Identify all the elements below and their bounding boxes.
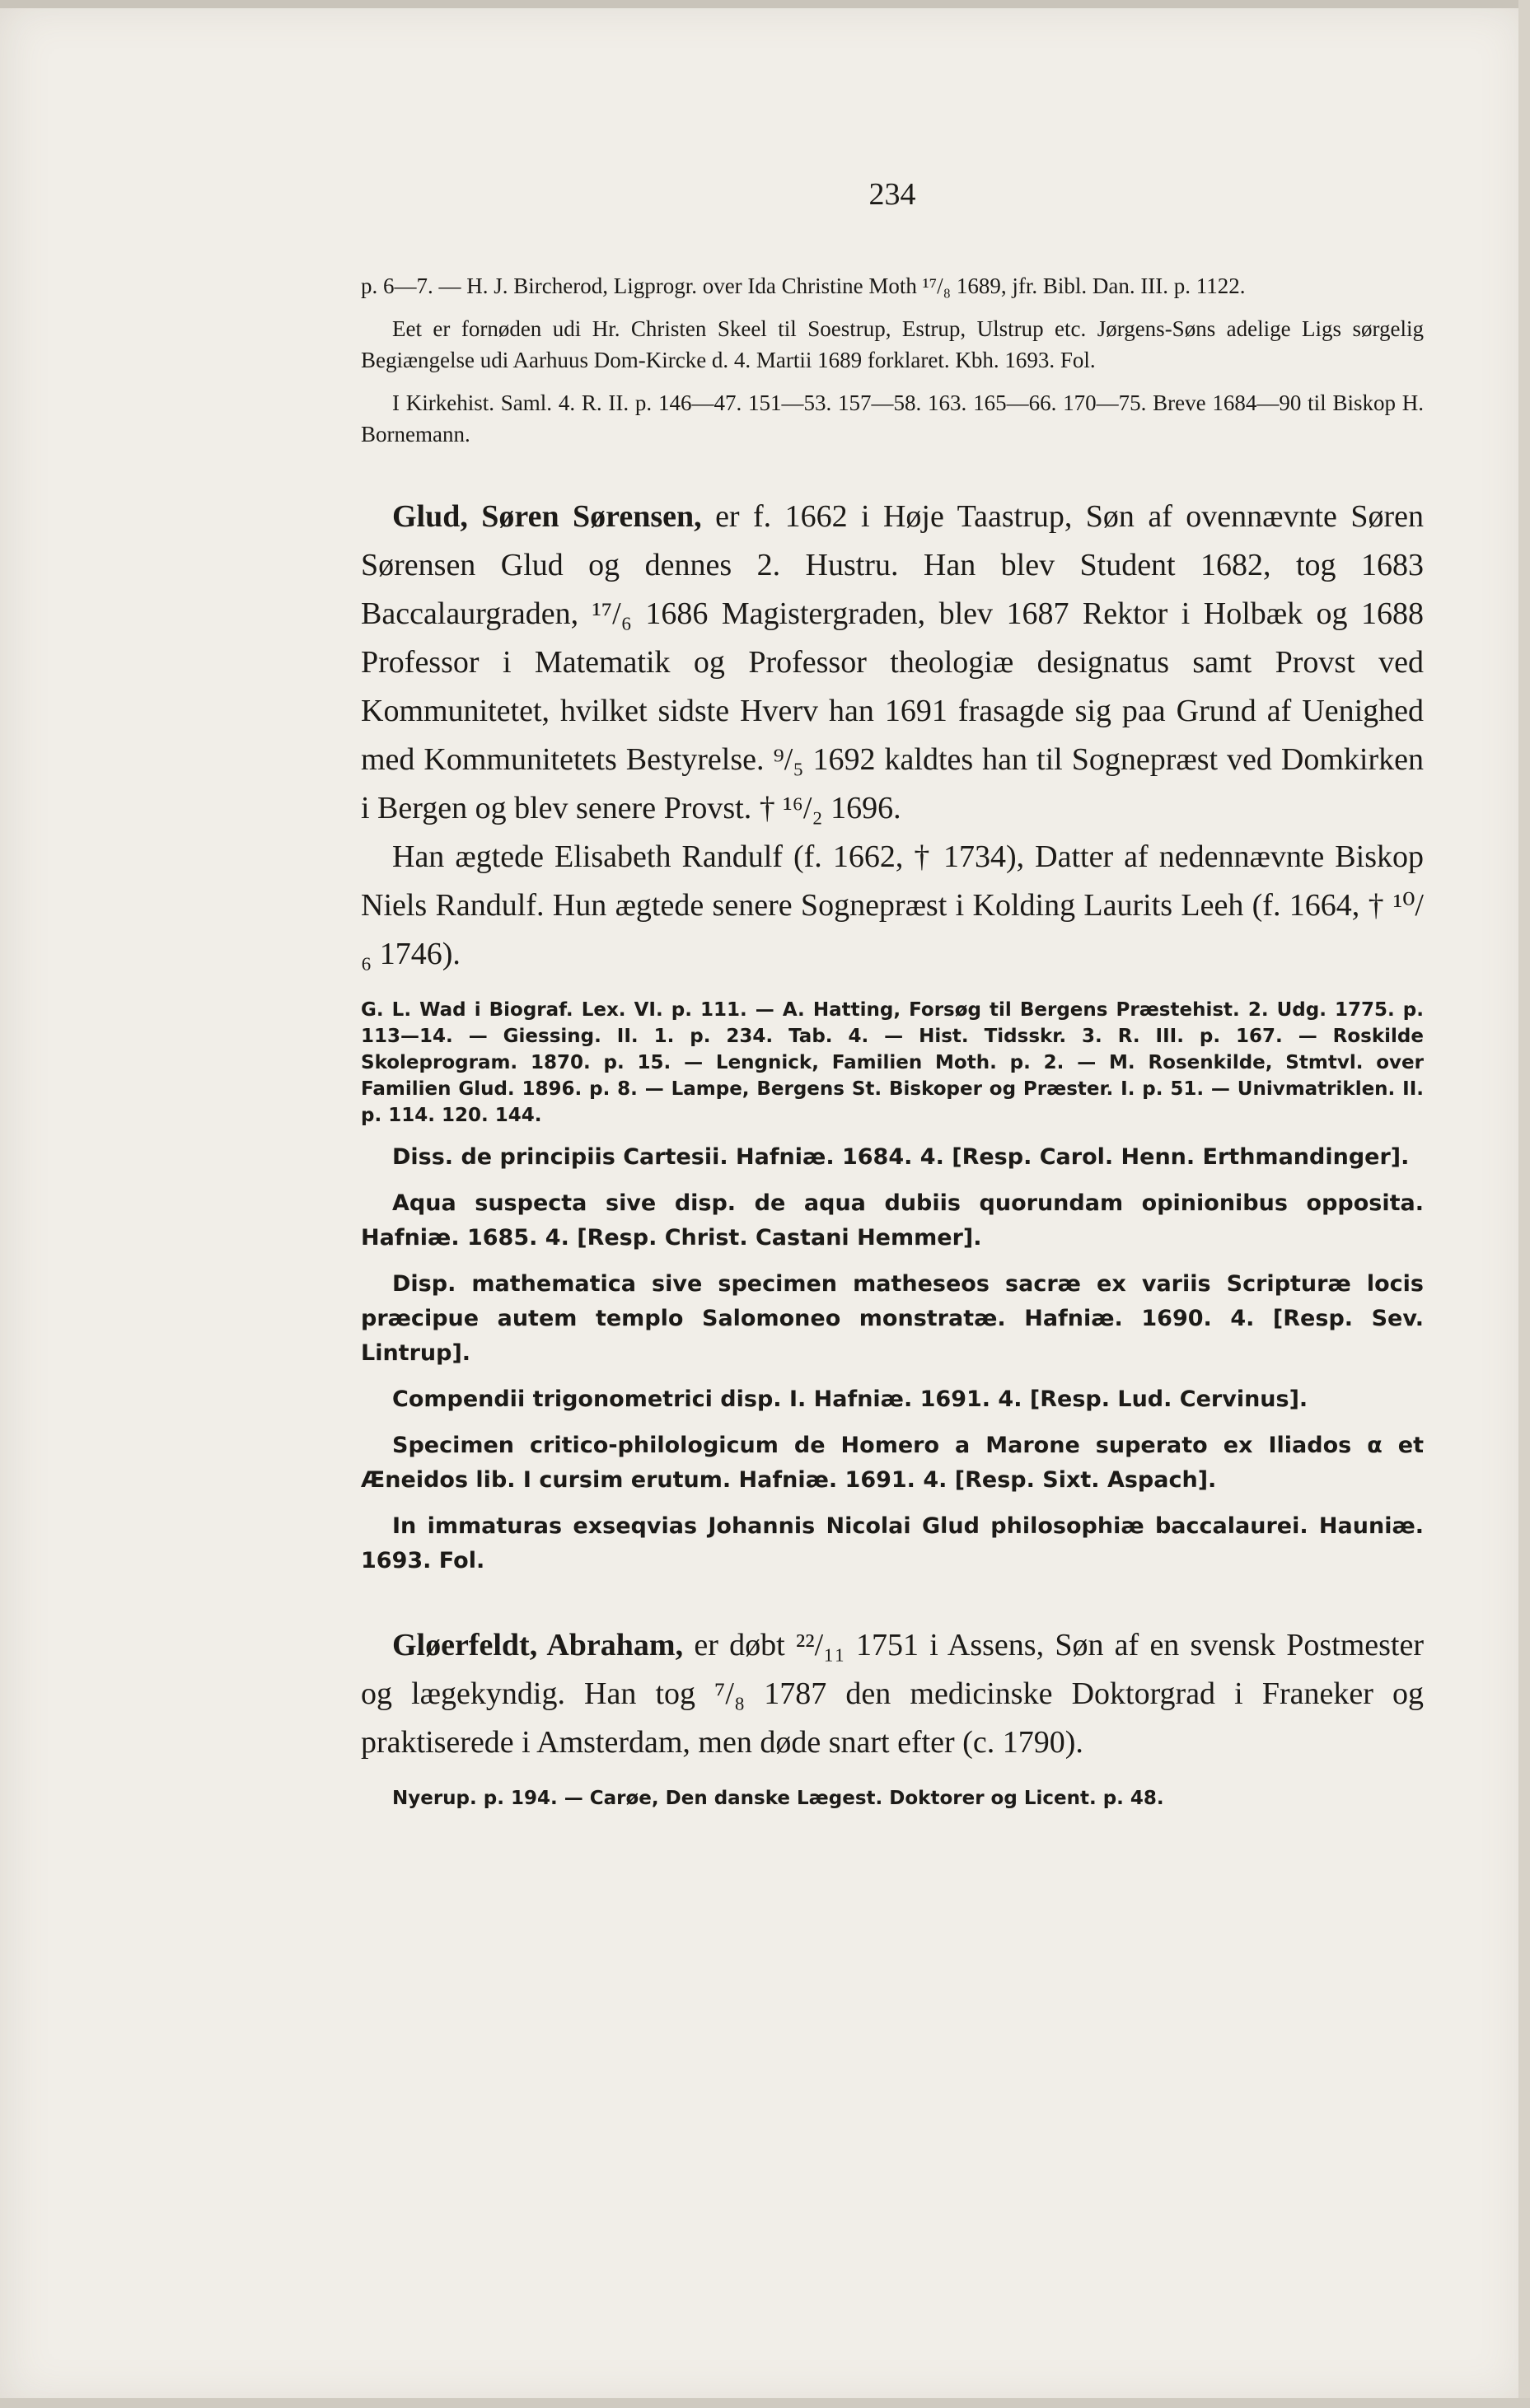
glud-marriage: Han ægtede Elisabeth Randulf (f. 1662, † 1734), Datter af nedennævnte Biskop Niels Randulf. Hun ægtede senere Sognepræst i Kolding Laurits Leeh (f. 1664, † ¹⁰/₆ 1746). [361,839,1424,971]
gloerfeldt-name: Gløerfeldt, Abraham, [392,1628,684,1662]
glud-name: Glud, Søren Sørensen, [392,499,702,534]
page-number: 234 [868,177,916,212]
glud-work-5: Specimen critico-philologicum de Homero a Marone superato ex Iliados α et Æneidos lib. I cursim erutum. Hafniæ. 1691. 4. [Resp. Sixt. Aspach]. [361,1433,1424,1493]
glud-work-4: Compendii trigonometrici disp. I. Hafniæ. 1691. 4. [Resp. Lud. Cervinus]. [392,1386,1308,1412]
page-edge-top [0,0,1530,8]
gloerfeldt-entry-bio [361,1621,1424,1767]
page-content [361,176,1424,1812]
glud-references: G. L. Wad i Biograf. Lex. VI. p. 111. — A. Hatting, Forsøg til Bergens Præstehist. 2. Udg. 1775. p. 113—14. — Giessing. II. 1. p. 234. Tab. 4. — Hist. Tidsskr. 3. R. III. p. 167. — Roskilde Skoleprogram. 1870. p. 15. — Lengnick, Familien Moth. p. 2. — M. Rosenkilde, Stmtvl. over Familien Glud. 1896. p. 8. — Lampe, Bergens St. Biskoper og Præster. I. p. 51. — Univmatriklen. II. p. 114. 120. 144. [361,999,1424,1126]
glud-work-3: Disp. mathematica sive specimen matheseos sacræ ex variis Scripturæ locis præcipue autem templo Salomoneo monstratæ. Hafniæ. 1690. 4. [Resp. Sev. Lintrup]. [361,1271,1424,1366]
glud-work-1: Diss. de principiis Cartesii. Hafniæ. 1684. 4. [Resp. Carol. Henn. Erthmandinger]. [392,1144,1410,1170]
kirkehist-references: I Kirkehist. Saml. 4. R. II. p. 146—47. 151—53. 157—58. 163. 165—66. 170—75. Breve 1684—90 til Biskop H. Bornemann. [361,390,1424,447]
page-edge-right [1518,0,1530,2408]
page-edge-bottom [0,2398,1530,2408]
glud-entry-bio [361,493,1424,833]
glud-work-2: Aqua suspecta sive disp. de aqua dubiis quorundam opinionibus opposita. Hafniæ. 1685. 4. [Resp. Christ. Castani Hemmer]. [361,1190,1424,1251]
bircherod-references: p. 6—7. — H. J. Bircherod, Ligprogr. over Ida Christine Moth ¹⁷/₈ 1689, jfr. Bibl. Dan. III. p. 1122. [361,274,1246,298]
glud-work-6: In immaturas exseqvias Johannis Nicolai Glud philosophiæ baccalaurei. Hauniæ. 1693. Fol. [361,1513,1424,1573]
gloerfeldt-bio-text: er døbt ²²/₁₁ 1751 i Assens, Søn af en svensk Postmester og lægekyndig. Han tog ⁷/₈ 1787 den medicinske Doktorgrad i Franeker og praktiserede i Amsterdam, men døde snart efter (c. 1790). [361,1628,1424,1760]
glud-bio-text: er f. 1662 i Høje Taastrup, Søn af ovennævnte Søren Sørensen Glud og dennes 2. Hustru. Han blev Student 1682, tog 1683 Baccalaurgraden, ¹⁷/₆ 1686 Magistergraden, blev 1687 Rektor i Holbæk og 1688 Professor i Matematik og Professor theologiæ designatus samt Provst ved Kommunitetet, hvilket sidste Hverv han 1691 frasagde sig paa Grund af Uenighed med Kommunitetets Bestyrelse. ⁹/₅ 1692 kaldtes han til Sognepræst ved Domkirken i Bergen og blev senere Provst. † ¹⁶/₂ 1696. [361,499,1424,825]
gloerfeldt-references: Nyerup. p. 194. — Carøe, Den danske Lægest. Doktorer og Licent. p. 48. [392,1788,1164,1809]
skeel-funeral-title: Eet er fornøden udi Hr. Christen Skeel til Soestrup, Estrup, Ulstrup etc. Jørgens-Søns adelige Ligs sørgelig Begiængelse udi Aarhuus Dom-Kircke d. 4. Martii 1689 forklaret. Kbh. 1693. Fol. [361,316,1424,372]
